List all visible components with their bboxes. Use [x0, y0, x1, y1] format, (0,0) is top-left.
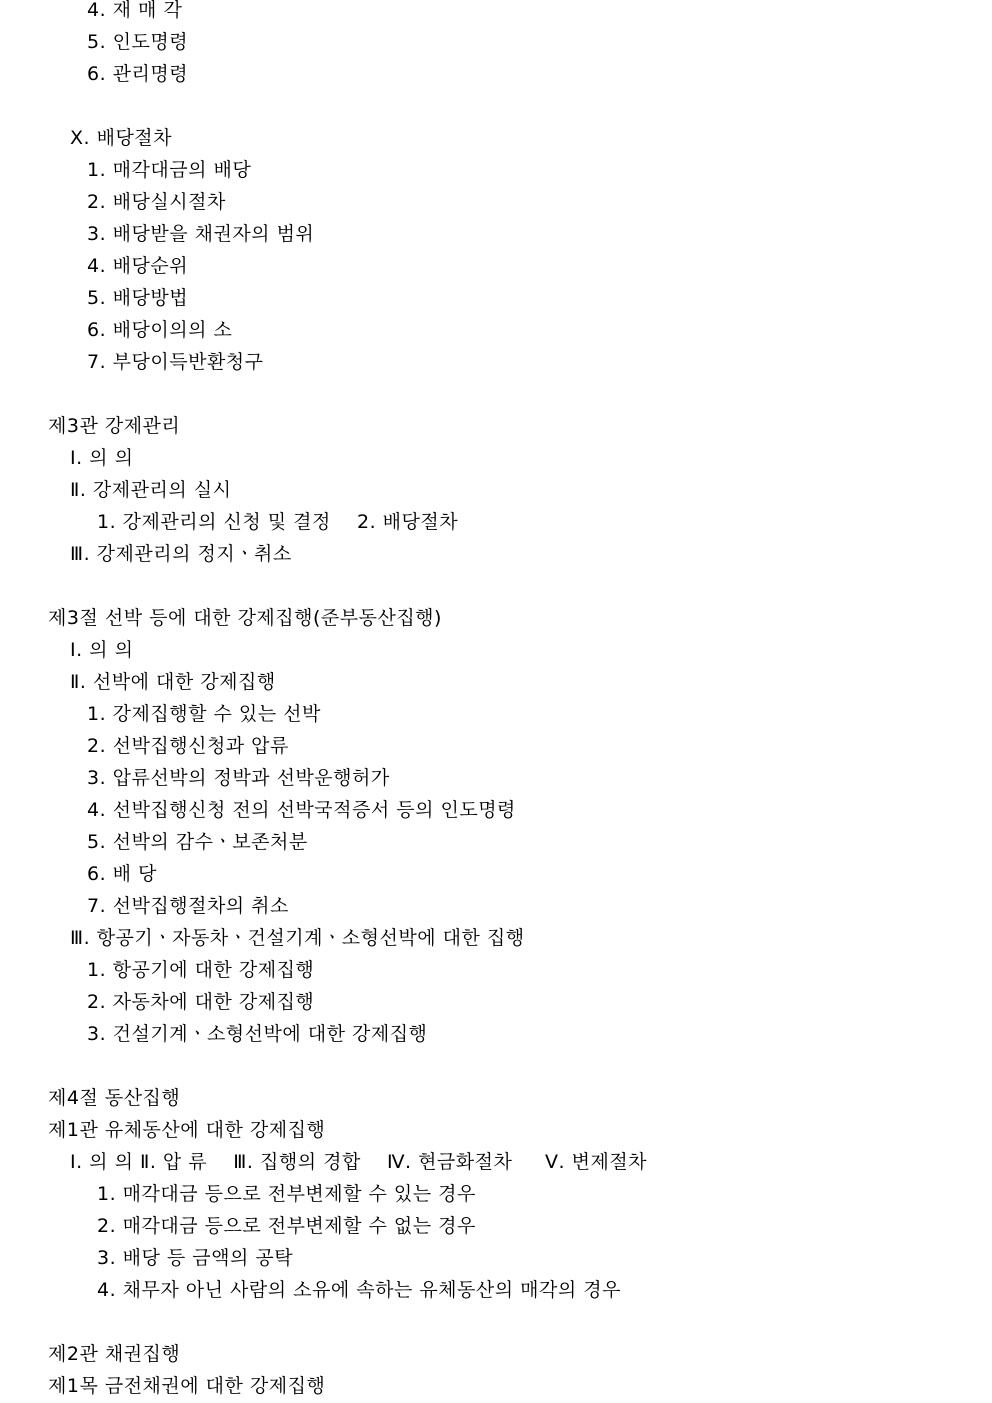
chapter-heading: 제1관 유체동산에 대한 강제집행 [48, 1119, 326, 1141]
outline-item: 1. 매각대금 등으로 전부변제할 수 있는 경우 [97, 1183, 476, 1205]
outline-item: 1. 강제집행할 수 있는 선박 [87, 703, 321, 725]
section-heading: Ⅱ. 선박에 대한 강제집행 [70, 671, 276, 693]
outline-item: 4. 채무자 아닌 사람의 소유에 속하는 유체동산의 매각의 경우 [97, 1279, 621, 1301]
outline-item: 1. 항공기에 대한 강제집행 [87, 959, 315, 981]
outline-item: 1. 강제관리의 신청 및 결정 2. 배당절차 [97, 511, 459, 533]
outline-item: 5. 선박의 감수ㆍ보존처분 [87, 831, 308, 853]
section-heading: Ⅰ. 의 의 [70, 447, 134, 469]
section-heading: Ⅱ. 강제관리의 실시 [70, 479, 232, 501]
chapter-heading-compulsory-management: 제3관 강제관리 [48, 415, 181, 437]
outline-item-delivery-order: 5. 인도명령 [87, 31, 189, 53]
outline-item: 2. 자동차에 대한 강제집행 [87, 991, 315, 1013]
section-heading: Ⅲ. 항공기ㆍ자동차ㆍ건설기계ㆍ소형선박에 대한 집행 [70, 927, 525, 949]
section-heading: Ⅲ. 강제관리의 정지ㆍ취소 [70, 543, 292, 565]
outline-item: 4. 선박집행신청 전의 선박국적증서 등의 인도명령 [87, 799, 516, 821]
chapter-heading: 제1목 금전채권에 대한 강제집행 [48, 1375, 326, 1397]
outline-item: 6. 배당이의의 소 [87, 319, 233, 341]
outline-item: 3. 건설기계ㆍ소형선박에 대한 강제집행 [87, 1023, 428, 1045]
outline-item: 2. 배당실시절차 [87, 191, 226, 213]
outline-item: 7. 부당이득반환청구 [87, 351, 264, 373]
outline-item: 4. 배당순위 [87, 255, 189, 277]
outline-item-resale: 4. 재 매 각 [87, 0, 183, 21]
chapter-heading-ship-execution: 제3절 선박 등에 대한 강제집행(준부동산집행) [48, 607, 442, 629]
section-heading-distribution: Ⅹ. 배당절차 [70, 127, 173, 149]
outline-item: 5. 배당방법 [87, 287, 189, 309]
section-heading: Ⅰ. 의 의 Ⅱ. 압 류 Ⅲ. 집행의 경합 Ⅳ. 현금화절차 Ⅴ. 변제절차 [70, 1151, 648, 1173]
section-heading: Ⅰ. 의 의 [70, 639, 134, 661]
outline-item: 7. 선박집행절차의 취소 [87, 895, 289, 917]
outline-item: 3. 압류선박의 정박과 선박운행허가 [87, 767, 390, 789]
outline-item: 2. 매각대금 등으로 전부변제할 수 없는 경우 [97, 1215, 476, 1237]
chapter-heading-claim-execution: 제2관 채권집행 [48, 1343, 181, 1365]
outline-item-management-order: 6. 관리명령 [87, 63, 189, 85]
outline-item: 2. 선박집행신청과 압류 [87, 735, 289, 757]
outline-item: 6. 배 당 [87, 863, 157, 885]
chapter-heading-movable-execution: 제4절 동산집행 [48, 1087, 181, 1109]
outline-item: 3. 배당 등 금액의 공탁 [97, 1247, 294, 1269]
outline-item: 3. 배당받을 채권자의 범위 [87, 223, 315, 245]
outline-item: 1. 매각대금의 배당 [87, 159, 252, 181]
